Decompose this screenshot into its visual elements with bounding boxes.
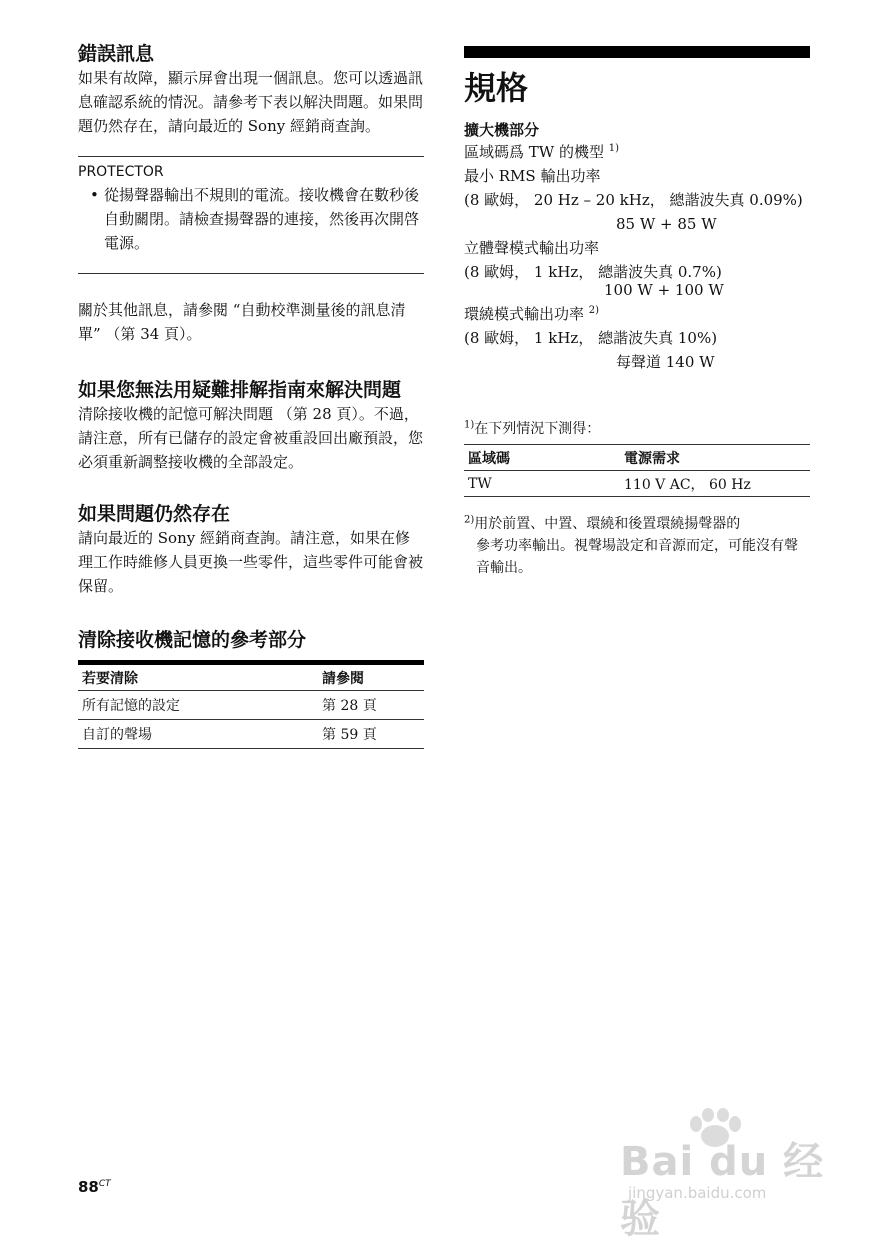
table-header: 若要清除 xyxy=(82,670,138,687)
surround-value: 每聲道 140 W xyxy=(616,353,715,371)
left-column xyxy=(78,42,424,749)
clear-memory-table xyxy=(78,660,424,749)
footnote-marker: 1) xyxy=(464,419,475,431)
specifications-title: 規格 xyxy=(464,69,529,107)
table-cell: 110 V AC， 60 Hz xyxy=(624,476,751,493)
footnote-2 xyxy=(464,513,810,579)
table-row xyxy=(78,691,424,720)
protector-code: PROTECTOR xyxy=(78,164,164,180)
section-bar xyxy=(464,46,810,58)
watermark xyxy=(620,1108,830,1242)
surround-line xyxy=(464,302,810,326)
table-header: 請參閱 xyxy=(322,670,364,687)
persist-heading: 如果問題仍然存在 xyxy=(78,503,231,525)
min-rms-title: 最小 RMS 輸出功率 xyxy=(464,167,601,185)
watermark-url: jingyan.baidu.com xyxy=(628,1184,767,1202)
page-number xyxy=(78,1178,111,1196)
region-table xyxy=(464,444,810,497)
protector-box xyxy=(78,156,424,274)
table-cell: 所有記憶的設定 xyxy=(82,698,180,714)
footnote-marker: 2) xyxy=(464,514,475,526)
page-number-value: 88 xyxy=(78,1178,99,1196)
surround-title: 環繞模式輸出功率 xyxy=(464,305,585,323)
protector-text: 從揚聲器輸出不規則的電流。接收機會在數秒後自動關閉。請檢查揚聲器的連接，然後再次開啓電源。 xyxy=(104,186,420,252)
amplifier-section-heading: 擴大機部分 xyxy=(464,121,540,139)
region-model-text: 區域碼爲 TW 的機型 xyxy=(464,143,604,161)
table-header: 電源需求 xyxy=(624,450,680,467)
footnote-2-line-1: 用於前置、中置、環繞和後置環繞揚聲器的 xyxy=(474,516,741,532)
table-row xyxy=(78,720,424,749)
table-header-row xyxy=(78,663,424,691)
stereo-value: 100 W + 100 W xyxy=(604,281,724,299)
bullet-icon: • xyxy=(90,186,99,204)
table-cell: 第 59 頁 xyxy=(322,727,377,743)
footnote-2-line-2: 參考功率輸出。視聲場設定和音源而定，可能沒有聲音輸出。 xyxy=(476,538,798,576)
unresolved-heading: 如果您無法用疑難排解指南來解決問題 xyxy=(78,379,402,401)
table-cell: TW xyxy=(468,475,492,492)
right-column xyxy=(464,46,810,579)
error-messages-body: 如果有故障，顯示屏會出現一個訊息。您可以透過訊息確認系統的情況。請參考下表以解決問題。如果問題仍然存在，請向最近的 Sony 經銷商查詢。 xyxy=(78,69,424,135)
region-model-line xyxy=(464,140,810,164)
surround-condition: (8 歐姆， 1 kHz， 總諧波失真 10%) xyxy=(464,329,718,347)
table-cell: 第 28 頁 xyxy=(322,698,377,714)
footnote-ref: 2) xyxy=(588,305,600,316)
watermark-logo: Bai du 经验 xyxy=(620,1139,825,1242)
footnote-1-text: 在下列情況下測得： xyxy=(474,421,601,437)
min-rms-value: 85 W + 85 W xyxy=(616,215,717,233)
other-info-text: 關於其他訊息，請參閱 “自動校準測量後的訊息清單” （第 34 頁）。 xyxy=(78,301,406,343)
stereo-title: 立體聲模式輸出功率 xyxy=(464,239,600,257)
persist-body: 請向最近的 Sony 經銷商查詢。請注意，如果在修理工作時維修人員更換一些零件，這些零件可能會被保留。 xyxy=(78,529,424,595)
protector-bullet-row xyxy=(90,183,424,255)
table-header-row xyxy=(464,445,810,471)
table-cell: 自訂的聲場 xyxy=(82,727,152,743)
footnote-ref: 1) xyxy=(608,143,620,154)
unresolved-body: 清除接收機的記憶可解決問題 （第 28 頁）。不過，請注意，所有已儲存的設定會被重設回出廠預設，您必須重新調整接收機的全部設定。 xyxy=(78,405,424,471)
table-row xyxy=(464,471,810,497)
error-messages-heading: 錯誤訊息 xyxy=(78,43,155,65)
page-number-suffix: CT xyxy=(98,1179,111,1189)
table-header: 區域碼 xyxy=(468,450,510,467)
min-rms-condition: (8 歐姆， 20 Hz – 20 kHz， 總諧波失真 0.09%) xyxy=(464,191,803,209)
stereo-condition: (8 歐姆， 1 kHz， 總諧波失真 0.7%) xyxy=(464,263,722,281)
clear-memory-heading: 清除接收機記憶的參考部分 xyxy=(78,629,307,651)
footnote-1 xyxy=(464,418,810,440)
